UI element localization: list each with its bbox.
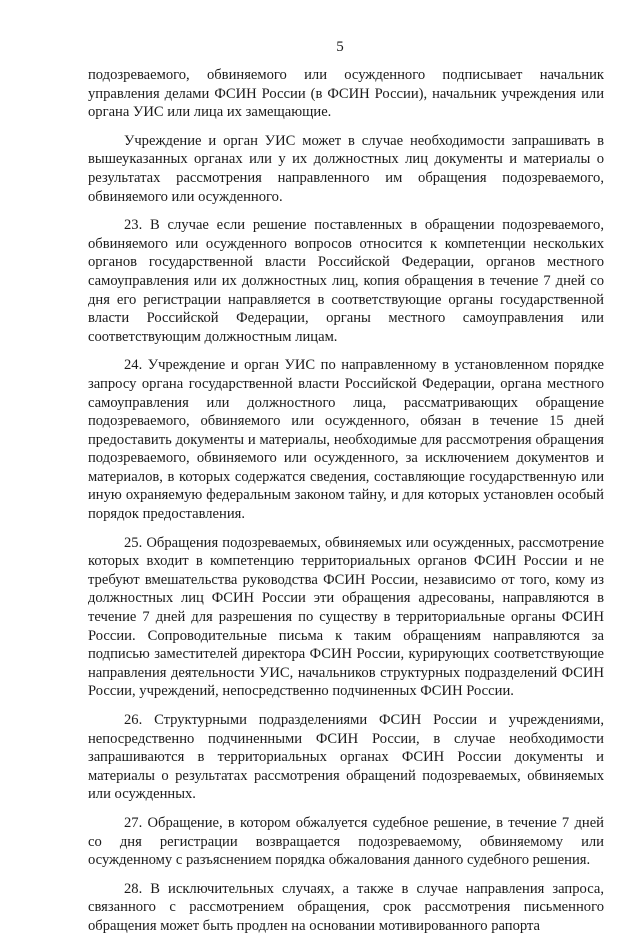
paragraph-27: 27. Обращение, в котором обжалуется судебное решение, в течение 7 дней со дня регистрации возвращается подозреваемому, обвиняемому или осужденному с разъяснением порядка обжалования данного судебного решения.: [88, 814, 604, 869]
paragraph-25: 25. Обращения подозреваемых, обвиняемых или осужденных, рассмотрение которых входит в компетенцию территориальных органов ФСИН России и не требуют вмешательства руководства ФСИН России, независимо от того, кому из должностных лиц ФСИН России эти обращения адресованы, направляются в течение 7 дней для разрешения по существу в территориальные органы ФСИН России. Сопроводительные письма к таким обращениям направляются за подписью заместителей директора ФСИН России, курирующих соответствующие направления деятельности УИС, начальников структурных подразделений ФСИН России, учреждений, непосредственно подчиненных ФСИН России.: [88, 534, 604, 700]
paragraph-26: 26. Структурными подразделениями ФСИН России и учреждениями, непосредственно подчиненными ФСИН России, в случае необходимости запрашиваются в территориальных органах ФСИН России документы и материалы о результатах рассмотрения обращений подозреваемых, обвиняемых или осужденных.: [88, 712, 604, 803]
document-body: [88, 66, 604, 936]
page-number: 5: [336, 39, 344, 55]
paragraph-28: 28. В исключительных случаях, а также в случае направления запроса, связанного с рассмотрением обращения, срок рассмотрения письменного обращения может быть продлен на основании мотивированного рапорта: [88, 880, 604, 934]
paragraph-24: 24. Учреждение и орган УИС по направленному в установленном порядке запросу органа государственной власти Российской Федерации, органа местного самоуправления или должностного лица, рассматривающих обращение подозреваемого, обвиняемого или осужденного, обязан в течение 15 дней предоставить документы и материалы, необходимые для рассмотрения обращения подозреваемого, обвиняемого или осужденного, за исключением документов и материалов, в которых содержатся сведения, составляющие государственную или иную охраняемую федеральным законом тайну, и для которых установлен особый порядок предоставления.: [88, 357, 604, 523]
paragraph-continuation: подозреваемого, обвиняемого или осужденного подписывает начальник управления делами ФСИН России (в ФСИН России), начальник учреждения или органа УИС или лица их замещающие.: [88, 67, 604, 121]
paragraph-uis-request: Учреждение и орган УИС может в случае необходимости запрашивать в вышеуказанных органах или у их должностных лиц документы и материалы о результатах рассмотрения направленного им обращения подозреваемого, обвиняемого или осужденного.: [88, 132, 604, 205]
paragraph-23: 23. В случае если решение поставленных в обращении подозреваемого, обвиняемого или осужденного вопросов относится к компетенции нескольких органов государственной власти Российской Федерации, органов местного самоуправления или их должностных лиц, копия обращения в течение 7 дней со дня его регистрации направляется в соответствующие органы государственной власти Российской Федерации, органы местного самоуправления или соответствующим должностным лицам.: [88, 217, 604, 345]
